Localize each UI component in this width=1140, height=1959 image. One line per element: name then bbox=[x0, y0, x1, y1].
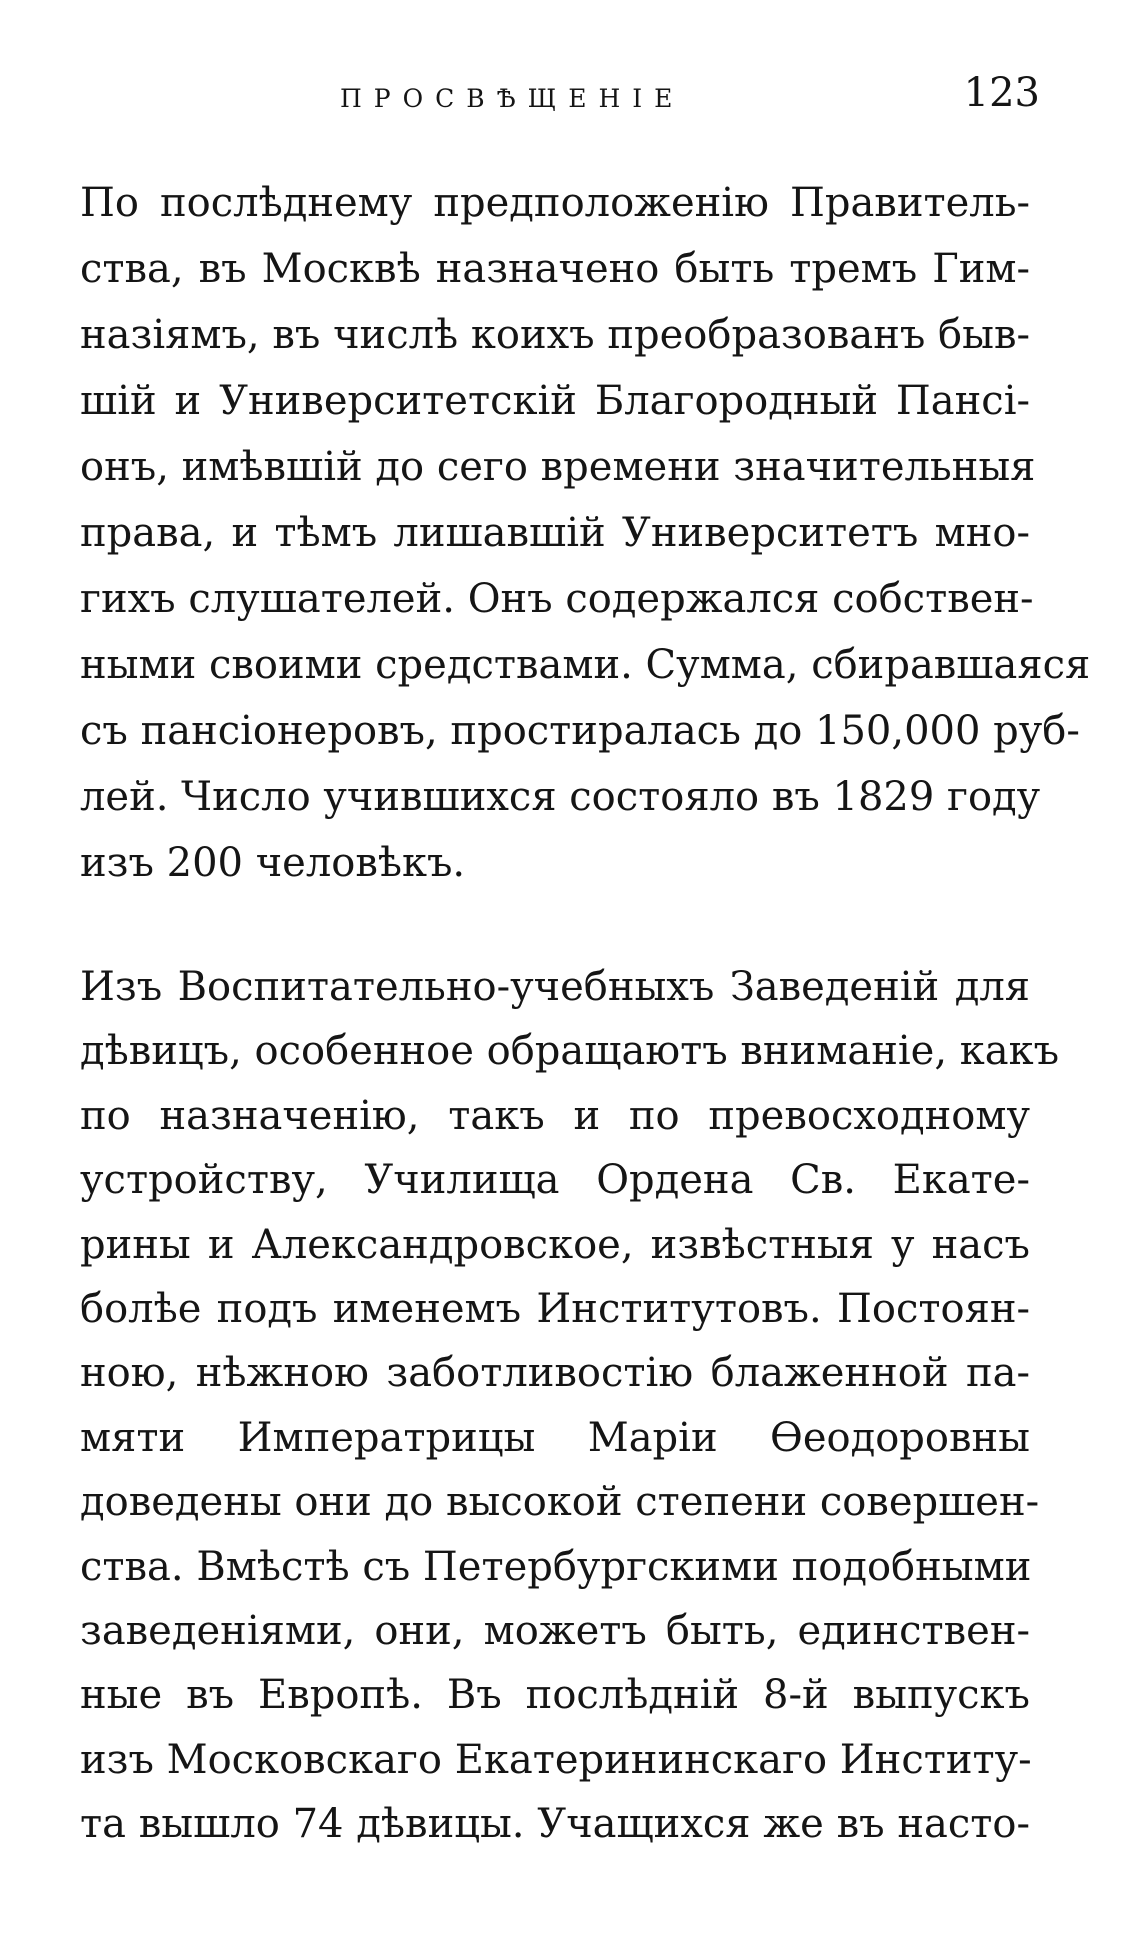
text-line: изъ 200 человѣкъ. bbox=[80, 840, 466, 886]
text-line: болѣе подъ именемъ Институтовъ. Постоян- bbox=[80, 1285, 1030, 1332]
text-line: ными своими средствами. Сумма, сбиравшаяся bbox=[80, 642, 1091, 688]
text-line: заведеніями, они, можетъ быть, единствен- bbox=[80, 1607, 1030, 1654]
page-number: 123 bbox=[963, 70, 1040, 116]
text-line: назіямъ, въ числѣ коихъ преобразованъ быв- bbox=[80, 312, 1030, 358]
text-line: онъ, имѣвшій до сего времени значительныя bbox=[80, 444, 1036, 490]
text-line: гихъ слушателей. Онъ содержался собствен- bbox=[80, 576, 1034, 622]
text-line: По послѣднему предположенію Правитель- bbox=[80, 180, 1030, 226]
text-line: ства. Вмѣстѣ съ Петербургскими подобными bbox=[80, 1543, 1032, 1590]
text-line: доведены они до высокой степени совершен- bbox=[80, 1479, 1040, 1526]
text-line: устройству, Училища Ордена Св. Екате- bbox=[80, 1157, 1030, 1204]
text-line: по назначенію, такъ и по превосходному bbox=[80, 1092, 1030, 1139]
paragraph-2 bbox=[80, 955, 1060, 1856]
text-line: лей. Число учившихся состояло въ 1829 году bbox=[80, 774, 1041, 820]
text-line: Изъ Воспитательно-учебныхъ Заведеній для bbox=[80, 964, 1030, 1010]
text-line: съ пансіонеровъ, простиралась до 150,000 руб- bbox=[80, 708, 1080, 754]
text-line: дѣвицъ, особенное обращаютъ вниманіе, какъ bbox=[80, 1028, 1060, 1075]
text-line: ною, нѣжною заботливостію блаженной па- bbox=[80, 1350, 1030, 1397]
section-title: ПРОСВѢЩЕНІЕ bbox=[340, 84, 685, 113]
text-line: ства, въ Москвѣ назначено быть тремъ Гим- bbox=[80, 246, 1030, 292]
text-line: мяти Императрицы Маріи Ѳеодоровны bbox=[80, 1414, 1030, 1461]
text-line: рины и Александровское, извѣстныя у насъ bbox=[80, 1221, 1030, 1268]
text-line: права, и тѣмъ лишавшій Университетъ мно- bbox=[80, 510, 1030, 556]
paragraph-1 bbox=[80, 170, 1091, 896]
text-line: изъ Московскаго Екатерининскаго Институ- bbox=[80, 1736, 1032, 1783]
running-head bbox=[60, 70, 1040, 130]
text-line: ные въ Европѣ. Въ послѣдній 8-й выпускъ bbox=[80, 1672, 1030, 1719]
text-line: шій и Университетскій Благородный Пансі- bbox=[80, 378, 1030, 424]
text-line: та вышло 74 дѣвицы. Учащихся же въ насто- bbox=[80, 1801, 1030, 1848]
